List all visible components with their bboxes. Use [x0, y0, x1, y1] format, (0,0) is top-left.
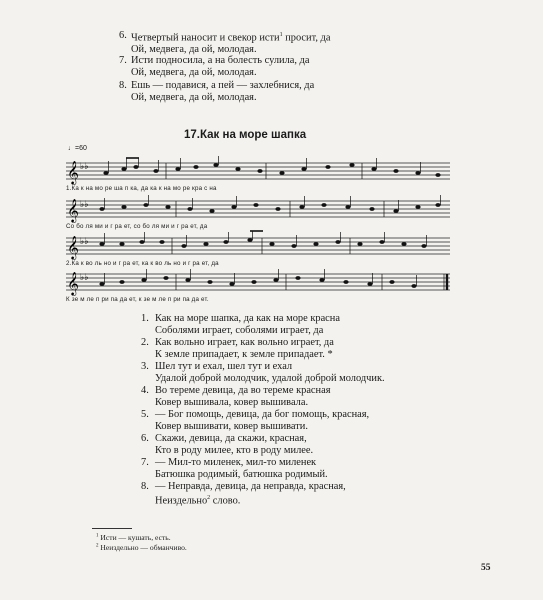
tempo-marking: ♩=60 — [68, 145, 87, 152]
verse-8: 8. Ешь — подавися, а пей — захлебнися, да Ой, медвега, да ой, молодая. — [119, 80, 315, 103]
music-staff-4 — [66, 266, 450, 303]
page-number: 55 — [481, 563, 491, 573]
treble-clef-icon: 𝄞 — [67, 160, 79, 184]
stanza-7: 7. — Мил-то миленек, мил-то миленек Батюшка родимый, батюшка родимый. — [141, 457, 328, 480]
svg-text:♭♭: ♭♭ — [80, 162, 89, 172]
footnote-1: $^1$ Исти — кушать, есть. — [96, 533, 171, 542]
verse-6: 6. Четвертый наносит и свекор исти$^1$ просит, да Ой, медвега, да ой, молодая. — [119, 30, 331, 56]
svg-text:♭♭: ♭♭ — [80, 237, 89, 247]
staff-lyrics-4: К зе м ле п ри па да ет, к зе м ле п ри па да ет. — [66, 296, 209, 303]
stanza-5: 5. — Бог помощь, девица, да бог помощь, красная, Ковер вышивати, ковер вышивати. — [141, 409, 370, 432]
svg-text:♭♭: ♭♭ — [80, 273, 89, 283]
staff-lyrics-1: 1.Ка к на мо ре ша п ка, да ка к на мо ре кра с на — [66, 185, 217, 192]
stanza-2: 2. Как вольно играет, как вольно играет, да К земле припадает, к земле припадает. * — [141, 337, 334, 360]
stanza-1: 1. Как на море шапка, да как на море красна Соболями играет, соболями играет, да — [141, 313, 340, 336]
treble-clef-icon: 𝄞 — [67, 198, 79, 222]
treble-clef-icon: 𝄞 — [67, 271, 79, 295]
stanza-3: 3. Шел тут и ехал, шел тут и ехал Удалой доброй молодчик, удалой доброй молодчик. — [141, 361, 385, 384]
stanza-4: 4. Во тереме девица, да во тереме красная Ковер вышивала, ковер вышивала. — [141, 385, 331, 408]
staff-notation — [66, 230, 450, 260]
verse-7: 7. Исти подносила, а на болесть сулила, да Ой, медвега, да ой, молодая. — [119, 55, 310, 78]
staff-notation — [66, 155, 450, 185]
footnote-2: $^2$ Неиздельно — обманчиво. — [96, 543, 187, 552]
stanza-6: 6. Скажи, девица, да скажи, красная, Кто в роду милее, кто в роду милее. — [141, 433, 314, 456]
svg-text:♭♭: ♭♭ — [80, 200, 89, 210]
footnote-rule — [92, 528, 132, 529]
staff-lyrics-3: 2.Ка к во ль но и г ра ет, ка к во ль но и г ра ет, да — [66, 260, 219, 267]
stanza-8: 8. — Неправда, девица, да неправда, красная, Неиздельно$^2$ слово. — [141, 481, 346, 507]
music-staff-1 — [66, 145, 450, 192]
music-staff-3 — [66, 230, 450, 267]
song-title: 17.Как на море шапка — [184, 129, 307, 141]
staff-lyrics-2: Со бо ля ми и г ра ет, со бо ля ми и г ра ет, да — [66, 223, 208, 230]
staff-notation — [66, 193, 450, 223]
staff-notation — [66, 266, 450, 296]
music-staff-2 — [66, 193, 450, 230]
treble-clef-icon: 𝄞 — [67, 235, 79, 259]
